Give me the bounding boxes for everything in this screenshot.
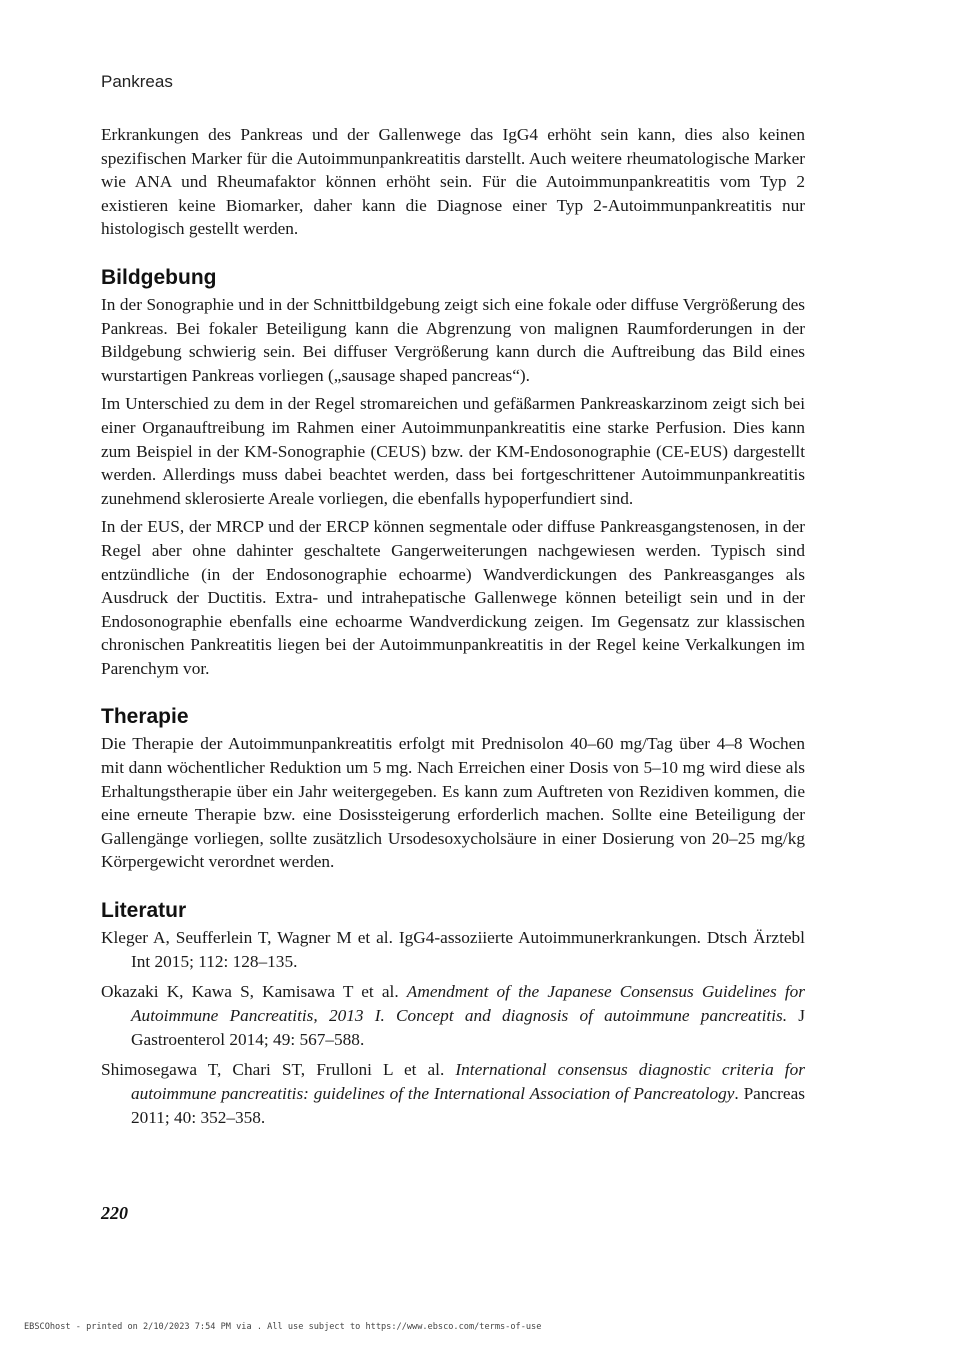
reference-item bbox=[101, 980, 805, 1052]
reference-authors: Shimosegawa T, Chari ST, Frulloni L et al. bbox=[101, 1060, 456, 1080]
intro-paragraph: Erkrankungen des Pankreas und der Gallenwege das IgG4 erhöht sein kann, dies also keinen spezifischen Marker für die Autoimmunpankreatitis darstellt. Auch weitere rheumatologische Marker wie ANA und Rheumafaktor können erhöht sein. Für die Autoimmunpankreatitis vom Typ 2 existieren keine Biomarker, daher kann die Diagnose einer Typ 2-Autoimmunpankreatitis nur histologisch gestellt werden. bbox=[101, 125, 805, 239]
reference-source: J Gastroenterol 2014; 49: 567–588. bbox=[131, 1006, 805, 1050]
reference-list bbox=[101, 926, 805, 1130]
reference-title: International consensus diagnostic criteria for autoimmune pancreatitis: guidelines of the International Association of Pancreatology bbox=[131, 1060, 805, 1104]
main-content bbox=[101, 123, 805, 1136]
reference-source: Dtsch Ärztebl Int 2015; 112: 128–135. bbox=[131, 928, 805, 972]
reference-authors: Okazaki K, Kawa S, Kamisawa T et al. bbox=[101, 982, 407, 1002]
bildgebung-paragraph-3: In der EUS, der MRCP und der ERCP können segmentale oder diffuse Pankreasgangstenosen, in der Regel aber ohne dahinter geschaltete Gangerweiterungen nachgewiesen werden. Typisch sind entzündliche (in der Endosonographie echoarme) Wandverdickungen des Pankreasganges als Ausdruck der Ductitis. Extra- und intrahepatische Gallenwege können beteiligt sein und in der Endosonographie ebenfalls eine echoarme Wandverdickung zeigen. Im Gegensatz zur klassischen chronischen Pankreatitis liegen bei der Autoimmunpankreatitis in der Regel keine Verkalkungen im Parenchym vor. bbox=[101, 517, 805, 678]
section-heading-literatur: Literatur bbox=[101, 899, 187, 923]
reference-title: Amendment of the Japanese Consensus Guidelines for Autoimmune Pancreatitis, 2013 I. Concept and diagnosis of autoimmune pancreatitis. bbox=[131, 982, 805, 1026]
section-heading-bildgebung: Bildgebung bbox=[101, 265, 217, 289]
reference-source: . Pancreas 2011; 40: 352–358. bbox=[131, 1084, 805, 1128]
therapie-paragraph-1: Die Therapie der Autoimmunpankreatitis erfolgt mit Prednisolon 40–60 mg/Tag über 4–8 Wochen mit dann wöchentlicher Reduktion um 5 mg. Nach Erreichen einer Dosis von 5–10 mg wird diese als Erhaltungstherapie über ein Jahr weitergegeben. Es kann zum Auftreten von Rezidiven kommen, die eine erneute Therapie bzw. eine Dosissteigerung erforderlich machen. Sollte eine Beteiligung der Gallengänge vorliegen, sollte zusätzlich Ursodesoxycholsäure in einer Dosierung von 20–25 mg/kg Körpergewicht verordnet werden. bbox=[101, 734, 805, 872]
running-head: Pankreas bbox=[101, 72, 173, 91]
section-heading-therapie: Therapie bbox=[101, 705, 189, 729]
reference-title: IgG4-assoziierte Autoimmunerkrankungen. bbox=[398, 928, 701, 948]
page-number: 220 bbox=[101, 1203, 128, 1223]
bildgebung-paragraph-2: Im Unterschied zu dem in der Regel stromareichen und gefäßarmen Pankreaskarzinom zeigt sich bei einer Organauftreibung im Rahmen einer Autoimmunpankreatitis eine starke Perfusion. Dies kann zum Beispiel in der KM-Sonographie (CEUS) bzw. der KM-Endosonographie (CE-EUS) dargestellt werden. Allerdings muss dabei beachtet werden, dass bei fortgeschrittener Autoimmunpankreatitis zunehmend sklerosierte Areale vorliegen, die ebenfalls hypoperfundiert sind. bbox=[101, 394, 805, 508]
reference-authors: Kleger A, Seufferlein T, Wagner M et al. bbox=[101, 928, 399, 948]
bildgebung-paragraph-1: In der Sonographie und in der Schnittbildgebung zeigt sich eine fokale oder diffuse Vergrößerung des Pankreas. Bei fokaler Beteiligung kann die Abgrenzung von malignen Raumforderungen in der Bildgebung schwierig sein. Bei diffuser Vergrößerung kann durch die Auftreibung das Bild eines wurstartigen Pankreas vorliegen („sausage shaped pancreas“). bbox=[101, 294, 805, 385]
print-notice-footer: EBSCOhost - printed on 2/10/2023 7:54 PM via . All use subject to https://www.ebsco.com/terms-of-use bbox=[24, 1322, 542, 1332]
reference-item bbox=[101, 926, 805, 974]
reference-item bbox=[101, 1058, 805, 1130]
